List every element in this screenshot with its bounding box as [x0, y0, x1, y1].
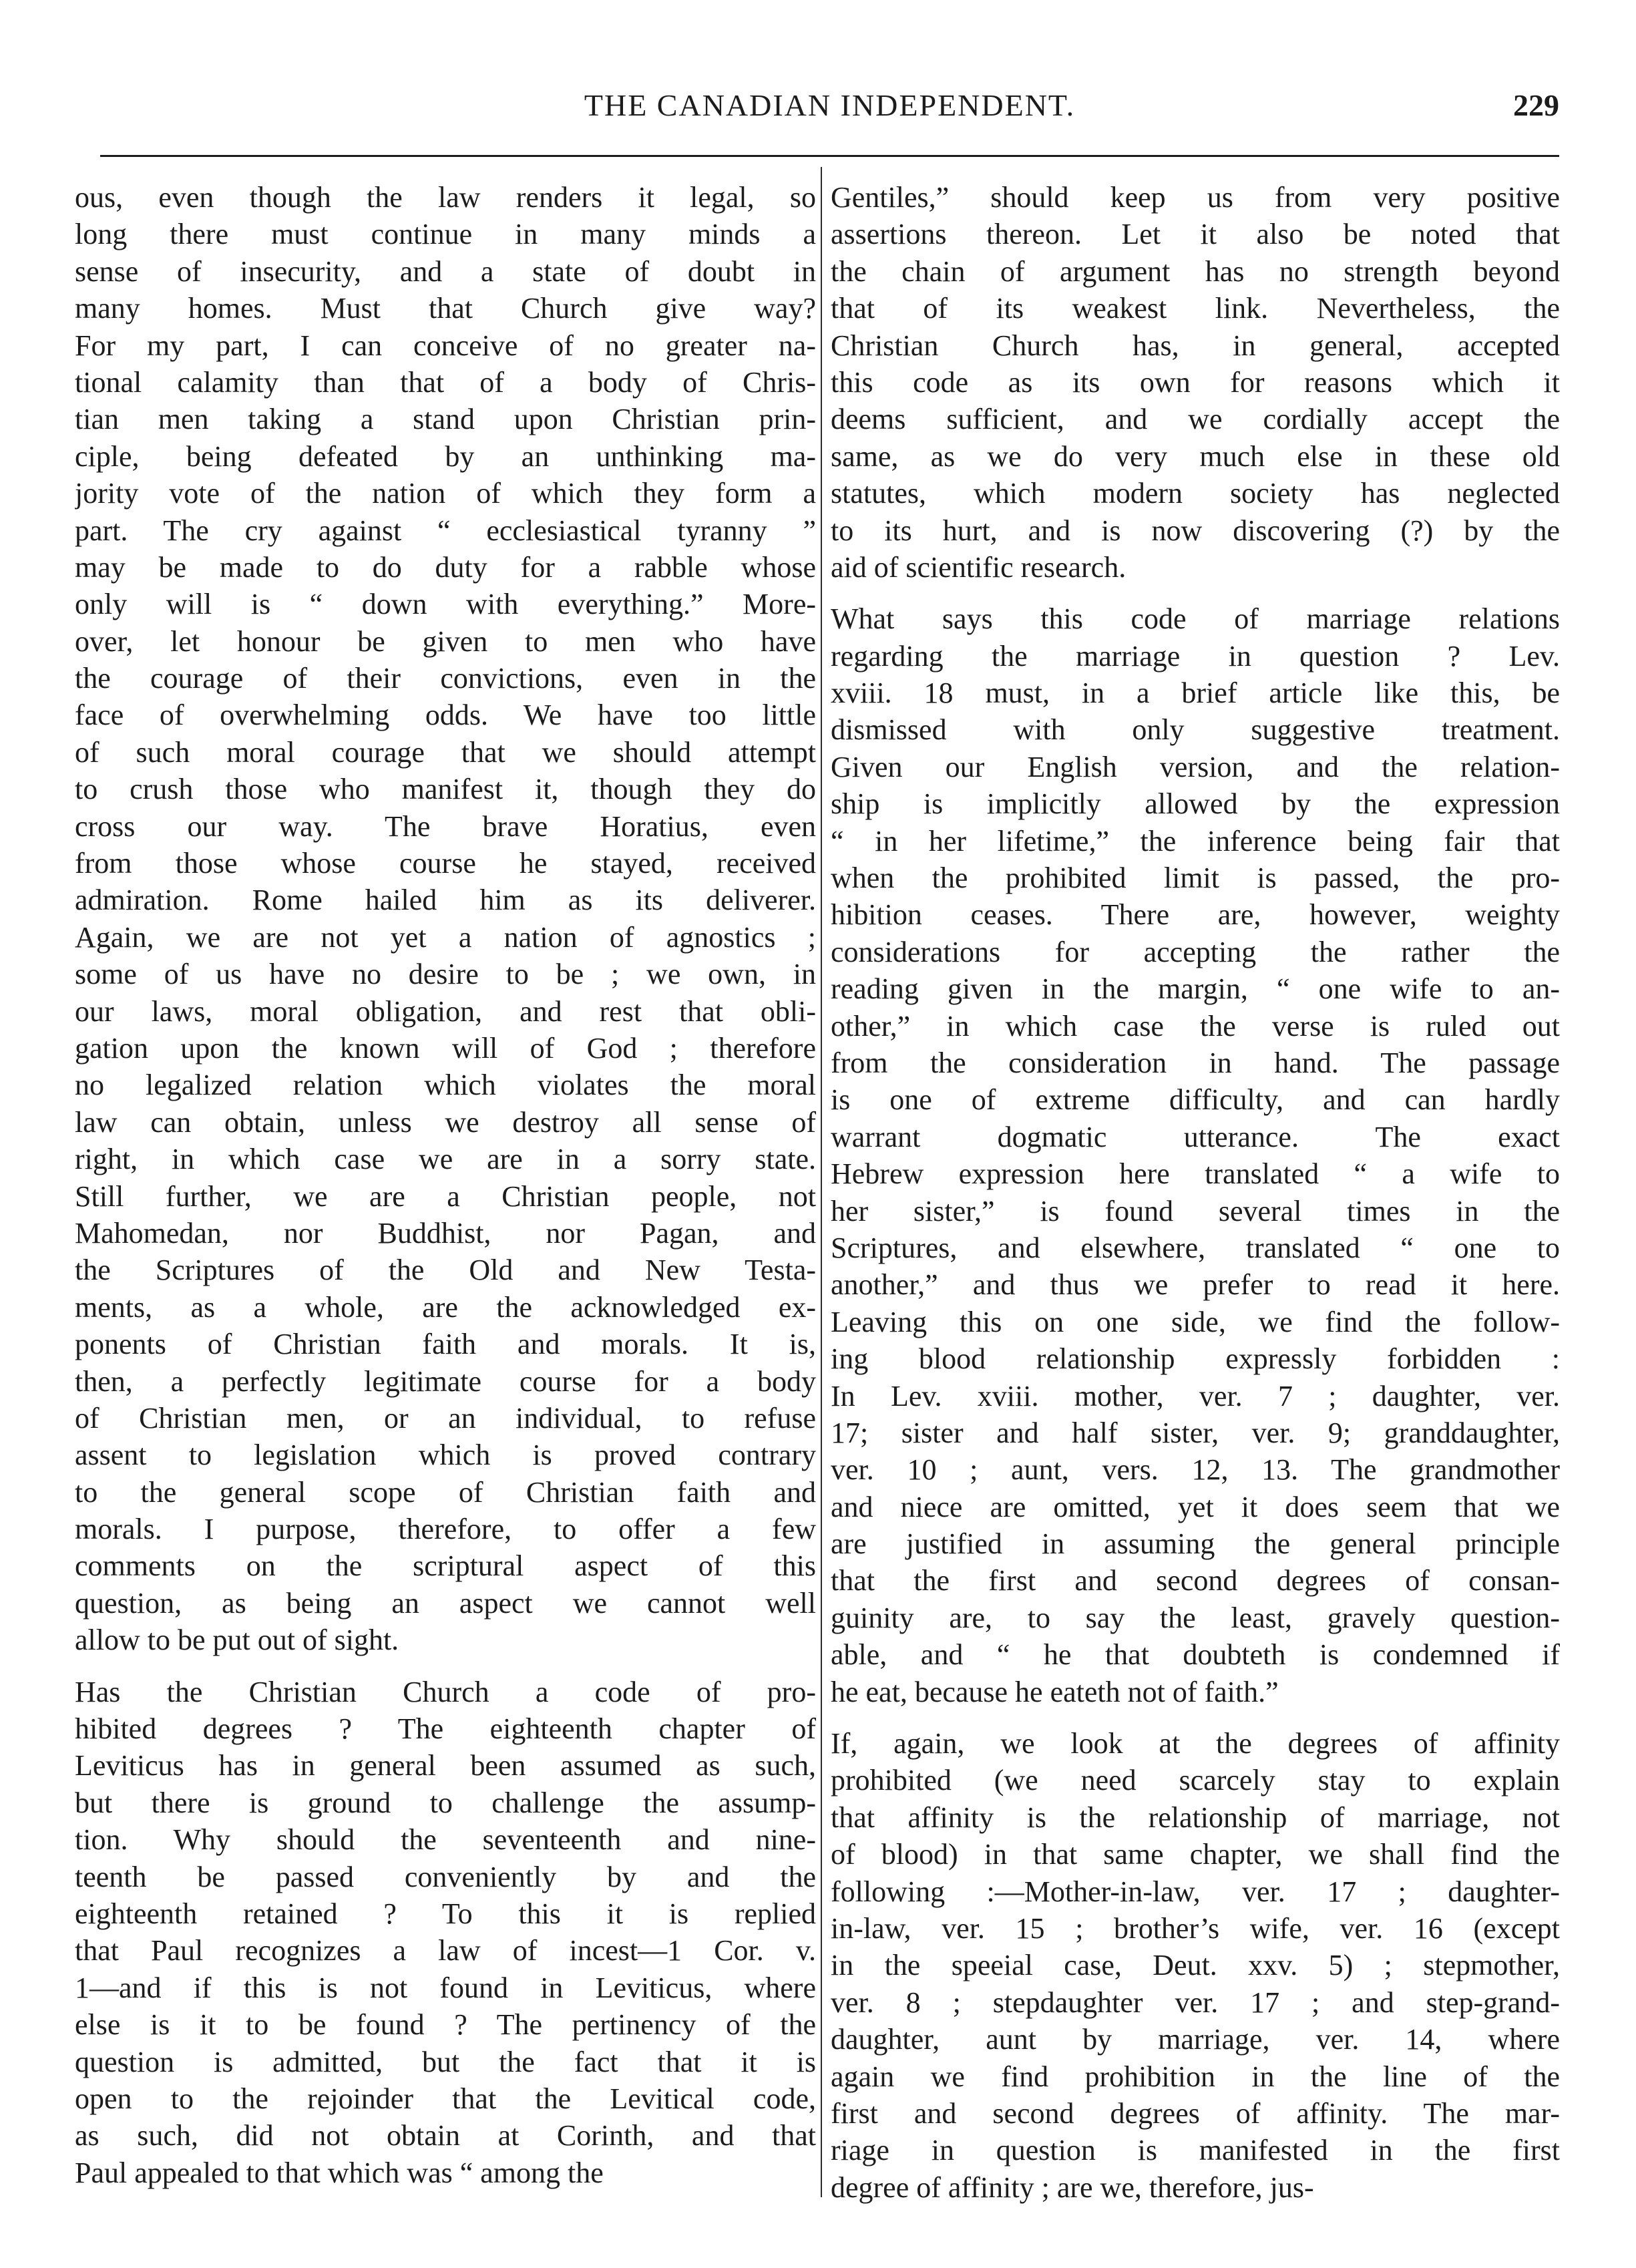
text-line: to its hurt, and is now discovering (?) by the	[831, 514, 1560, 547]
publication-title: THE CANADIAN INDEPENDENT.	[584, 88, 1076, 122]
text-line: Gentiles,” should keep us from very positive	[831, 181, 1560, 214]
right-column	[831, 179, 1560, 2223]
text-line: degree of affinity ; are we, therefore, jus-	[831, 2170, 1314, 2204]
text-line: long there must continue in many minds a	[75, 218, 816, 251]
text-line: What says this code of marriage relations	[831, 602, 1560, 636]
text-line: question is admitted, but the fact that it is	[75, 2045, 816, 2078]
text-line: Christian Church has, in general, accepted	[831, 329, 1560, 362]
text-line: ments, as a whole, are the acknowledged ex-	[75, 1290, 816, 1324]
text-line: of Christian men, or an individual, to refuse	[75, 1401, 816, 1435]
text-line: from the consideration in hand. The passage	[831, 1046, 1560, 1079]
text-line: Scriptures, and elsewhere, translated “ one to	[831, 1231, 1560, 1264]
text-line: ponents of Christian faith and morals. It is,	[75, 1328, 816, 1361]
text-line: may be made to do duty for a rabble whose	[75, 550, 816, 584]
text-line: in the speeial case, Deut. xxv. 5) ; stepmother,	[831, 1949, 1560, 1982]
header-rule	[100, 155, 1559, 157]
text-line: comments on the scriptural aspect of this	[75, 1549, 816, 1583]
text-line: teenth be passed conveniently by and the	[75, 1860, 816, 1893]
text-line: following :—Mother-in-law, ver. 17 ; daughter-	[831, 1875, 1560, 1908]
text-line: is one of extreme difficulty, and can hardly	[831, 1083, 1560, 1117]
text-line: Paul appealed to that which was “ among the	[75, 2156, 604, 2189]
text-line: hibition ceases. There are, however, weighty	[831, 898, 1560, 932]
text-line: from those whose course he stayed, received	[75, 847, 816, 880]
text-line: “ in her lifetime,” the inference being fair that	[831, 824, 1560, 858]
text-line: morals. I purpose, therefore, to offer a few	[75, 1513, 816, 1546]
text-line: Leviticus has in general been assumed as such,	[75, 1749, 816, 1782]
text-line: are justified in assuming the general principle	[831, 1527, 1560, 1561]
text-line: If, again, we look at the degrees of affinity	[831, 1727, 1560, 1760]
text-line: warrant dogmatic utterance. The exact	[831, 1120, 1560, 1153]
text-line: some of us have no desire to be ; we own, in	[75, 958, 816, 991]
text-line: in-law, ver. 15 ; brother’s wife, ver. 16 (except	[831, 1911, 1560, 1945]
text-line: ver. 10 ; aunt, vers. 12, 13. The grandmother	[831, 1453, 1560, 1487]
text-line: that affinity is the relationship of marriage, not	[831, 1801, 1560, 1834]
text-line: open to the rejoinder that the Levitical code,	[75, 2082, 816, 2115]
text-line: gation upon the known will of God ; therefore	[75, 1031, 816, 1065]
text-line: Mahomedan, nor Buddhist, nor Pagan, and	[75, 1216, 816, 1250]
text-line: Has the Christian Church a code of pro-	[75, 1675, 816, 1708]
text-line: regarding the marriage in question ? Lev.	[831, 639, 1560, 673]
text-line: assent to legislation which is proved contrary	[75, 1439, 816, 1472]
text-line: only will is “ down with everything.” More-	[75, 588, 816, 621]
text-line: jority vote of the nation of which they form a	[75, 477, 816, 510]
text-line: first and second degrees of affinity. The mar-	[831, 2096, 1560, 2130]
text-line: eighteenth retained ? To this it is replied	[75, 1897, 816, 1930]
paragraph-gap	[831, 1710, 1560, 1725]
article-paragraph	[831, 179, 1560, 586]
text-line: tian men taking a stand upon Christian prin-	[75, 403, 816, 436]
left-column	[75, 179, 816, 2223]
paragraph-gap	[75, 1659, 816, 1674]
text-line: ver. 8 ; stepdaughter ver. 17 ; and step-grand-	[831, 1986, 1560, 2019]
text-line: riage in question is manifested in the first	[831, 2134, 1560, 2167]
text-line: dismissed with only suggestive treatment.	[831, 713, 1560, 747]
text-line: hibited degrees ? The eighteenth chapter of	[75, 1712, 816, 1746]
text-line: ship is implicitly allowed by the expression	[831, 787, 1560, 821]
page-number: 229	[1513, 88, 1559, 122]
text-line: ing blood relationship expressly forbidden :	[831, 1342, 1560, 1376]
text-line: the chain of argument has no strength beyond	[831, 254, 1560, 288]
text-line: Leaving this on one side, we find the follow-	[831, 1305, 1560, 1338]
text-line: allow to be put out of sight.	[75, 1624, 399, 1657]
text-line: xviii. 18 must, in a brief article like this, be	[831, 677, 1560, 710]
text-line: to the general scope of Christian faith and	[75, 1475, 816, 1509]
text-line: Again, we are not yet a nation of agnostics ;	[75, 920, 816, 954]
text-line: but there is ground to challenge the assump-	[75, 1786, 816, 1819]
text-line: again we find prohibition in the line of the	[831, 2060, 1560, 2093]
article-paragraph	[831, 1725, 1560, 2206]
text-line: many homes. Must that Church give way?	[75, 292, 816, 325]
text-line: tion. Why should the seventeenth and nine-	[75, 1823, 816, 1857]
text-line: Given our English version, and the relation-	[831, 750, 1560, 783]
text-line: same, as we do very much else in these old	[831, 439, 1560, 473]
text-line: face of overwhelming odds. We have too little	[75, 699, 816, 732]
text-line: tional calamity than that of a body of Chris-	[75, 365, 816, 399]
text-line: he eat, because he eateth not of faith.”	[831, 1675, 1279, 1708]
article-paragraph	[75, 1674, 816, 2191]
text-line: 1—and if this is not found in Leviticus, where	[75, 1971, 816, 2004]
text-line: her sister,” is found several times in the	[831, 1194, 1560, 1227]
text-line: that the first and second degrees of consan-	[831, 1564, 1560, 1597]
text-line: question, as being an aspect we cannot well	[75, 1586, 816, 1620]
text-line: as such, did not obtain at Corinth, and that	[75, 2119, 816, 2152]
column-divider	[821, 167, 822, 2197]
text-line: when the prohibited limit is passed, the pro-	[831, 862, 1560, 895]
text-line: then, a perfectly legitimate course for a body	[75, 1364, 816, 1398]
text-line: else is it to be found ? The pertinency of the	[75, 2008, 816, 2042]
text-line: part. The cry against “ ecclesiastical tyranny ”	[75, 514, 816, 547]
text-line: sense of insecurity, and a state of doubt in	[75, 254, 816, 288]
text-line: In Lev. xviii. mother, ver. 7 ; daughter, ver.	[831, 1379, 1560, 1412]
paragraph-gap	[831, 586, 1560, 600]
text-line: another,” and thus we prefer to read it here.	[831, 1268, 1560, 1302]
text-line: For my part, I can conceive of no greater na-	[75, 329, 816, 362]
text-line: ciple, being defeated by an unthinking ma-	[75, 439, 816, 473]
text-line: statutes, which modern society has neglected	[831, 477, 1560, 510]
text-line: Still further, we are a Christian people, not	[75, 1179, 816, 1213]
text-line: that of its weakest link. Nevertheless, the	[831, 292, 1560, 325]
text-line: other,” in which case the verse is ruled out	[831, 1009, 1560, 1043]
text-line: over, let honour be given to men who have	[75, 624, 816, 658]
text-line: no legalized relation which violates the moral	[75, 1069, 816, 1102]
text-line: of such moral courage that we should attempt	[75, 735, 816, 769]
text-line: 17; sister and half sister, ver. 9; granddaughter,	[831, 1416, 1560, 1449]
text-line: daughter, aunt by marriage, ver. 14, where	[831, 2023, 1560, 2056]
text-line: right, in which case we are in a sorry state.	[75, 1143, 816, 1176]
text-line: deems sufficient, and we cordially accept the	[831, 403, 1560, 436]
text-line: admiration. Rome hailed him as its deliverer.	[75, 884, 816, 917]
text-line: our laws, moral obligation, and rest that obli-	[75, 994, 816, 1028]
text-line: and niece are omitted, yet it does seem that we	[831, 1490, 1560, 1523]
text-line: to crush those who manifest it, though they do	[75, 773, 816, 806]
text-line: that Paul recognizes a law of incest—1 Cor. v.	[75, 1934, 816, 1967]
article-paragraph	[75, 179, 816, 1659]
text-line: guinity are, to say the least, gravely question-	[831, 1601, 1560, 1634]
text-line: this code as its own for reasons which it	[831, 365, 1560, 399]
article-paragraph	[831, 600, 1560, 1710]
page-header	[100, 79, 1559, 132]
text-line: cross our way. The brave Horatius, even	[75, 809, 816, 843]
text-line: assertions thereon. Let it also be noted that	[831, 218, 1560, 251]
text-line: reading given in the margin, “ one wife to an-	[831, 972, 1560, 1006]
text-line: considerations for accepting the rather the	[831, 935, 1560, 968]
text-line: law can obtain, unless we destroy all sense of	[75, 1105, 816, 1139]
text-line: ous, even though the law renders it legal, so	[75, 181, 816, 214]
text-line: Hebrew expression here translated “ a wife to	[831, 1157, 1560, 1191]
text-line: the courage of their convictions, even in the	[75, 662, 816, 695]
text-line: of blood) in that same chapter, we shall find the	[831, 1838, 1560, 1871]
text-line: able, and “ he that doubteth is condemned if	[831, 1638, 1560, 1672]
text-line: aid of scientific research.	[831, 550, 1127, 584]
text-line: the Scriptures of the Old and New Testa-	[75, 1254, 816, 1287]
text-line: prohibited (we need scarcely stay to explain	[831, 1764, 1560, 1797]
